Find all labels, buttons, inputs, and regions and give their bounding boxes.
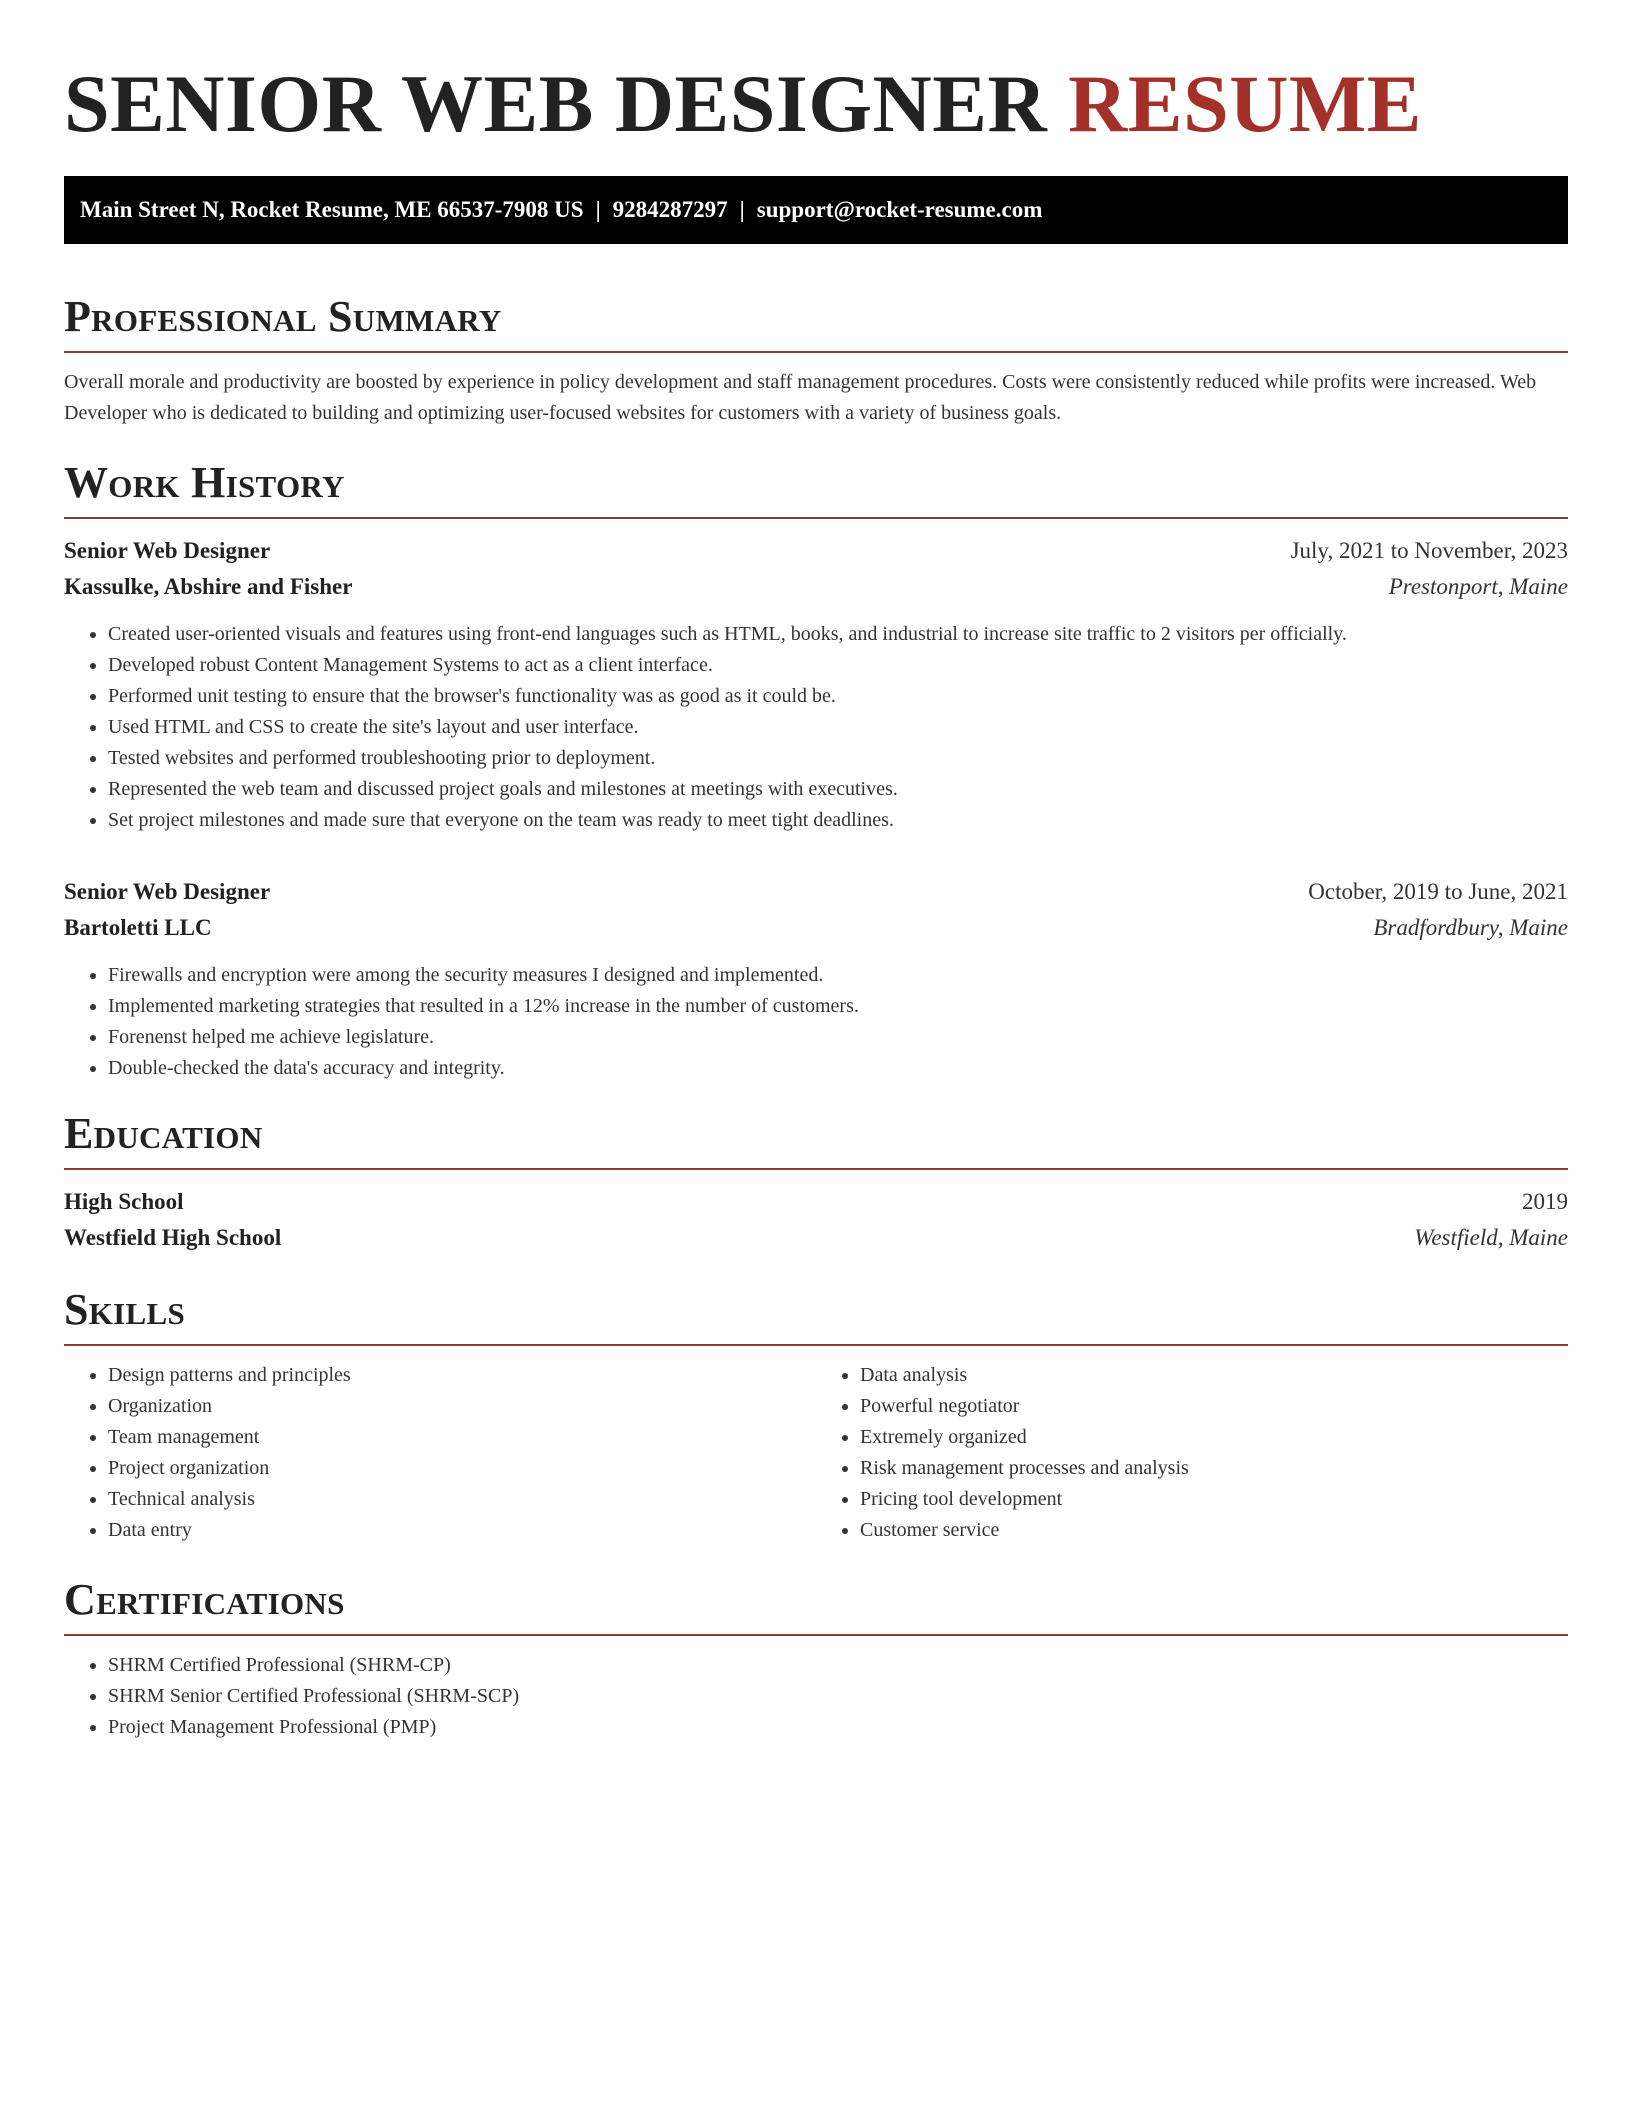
skill-item: • Extremely organized xyxy=(860,1422,1568,1453)
education-entry xyxy=(64,1184,1568,1256)
job-title-row xyxy=(64,533,1568,569)
job-bullet: • Implemented marketing strategies that resulted in a 12% increase in the number of customers. xyxy=(108,991,1568,1022)
skills-list-left xyxy=(64,1360,816,1546)
certifications-section xyxy=(64,1574,1568,1743)
section-divider xyxy=(64,1168,1568,1170)
section-divider xyxy=(64,1634,1568,1636)
resume-title xyxy=(64,0,1568,152)
job-dates: October, 2019 to June, 2021 xyxy=(1308,879,1568,904)
skills-list-right xyxy=(816,1360,1568,1546)
education-degree: High School xyxy=(64,1189,184,1214)
skill-item: • Team management xyxy=(108,1422,816,1453)
section-divider xyxy=(64,351,1568,353)
job-company: Kassulke, Abshire and Fisher xyxy=(64,574,353,599)
job-title-row xyxy=(64,874,1568,910)
job-location: Prestonport, Maine xyxy=(1388,574,1568,599)
skill-item: • Project organization xyxy=(108,1453,816,1484)
contact-email: support@rocket-resume.com xyxy=(756,197,1043,222)
contact-address: Main Street N, Rocket Resume, ME 66537-7908 US xyxy=(80,197,584,222)
skill-item: • Customer service xyxy=(860,1515,1568,1546)
job-bullet: • Performed unit testing to ensure that the browser's functionality was as good as it could be. xyxy=(108,681,1568,712)
skill-item: • Powerful negotiator xyxy=(860,1391,1568,1422)
job-company: Bartoletti LLC xyxy=(64,915,212,940)
job-bullet: • Developed robust Content Management Systems to act as a client interface. xyxy=(108,650,1568,681)
job-bullet: • Set project milestones and made sure that everyone on the team was ready to meet tight deadlines. xyxy=(108,805,1568,836)
certification-item: • Project Management Professional (PMP) xyxy=(108,1712,1568,1743)
education-degree-row xyxy=(64,1184,1568,1220)
section-divider xyxy=(64,517,1568,519)
job-bullets xyxy=(64,619,1568,836)
education-heading: Education xyxy=(64,1109,263,1158)
education-section xyxy=(64,1108,1568,1256)
job-location: Bradfordbury, Maine xyxy=(1373,915,1568,940)
skill-item: • Data analysis xyxy=(860,1360,1568,1391)
skill-item: • Organization xyxy=(108,1391,816,1422)
certifications-list xyxy=(64,1650,1568,1743)
job-entry xyxy=(64,874,1568,1084)
work-history-section xyxy=(64,457,1568,1084)
education-year: 2019 xyxy=(1522,1189,1568,1214)
job-bullet: • Forenenst helped me achieve legislature. xyxy=(108,1022,1568,1053)
summary-section xyxy=(64,291,1568,429)
job-bullet: • Used HTML and CSS to create the site's layout and user interface. xyxy=(108,712,1568,743)
certifications-heading: Certifications xyxy=(64,1575,345,1624)
contact-phone: 9284287297 xyxy=(612,197,728,222)
resume-title-main: SENIOR WEB DESIGNER xyxy=(64,58,1048,149)
job-bullet: • Firewalls and encryption were among the security measures I designed and implemented. xyxy=(108,960,1568,991)
contact-separator: | xyxy=(595,197,601,222)
job-bullet: • Double-checked the data's accuracy and integrity. xyxy=(108,1053,1568,1084)
job-bullets xyxy=(64,960,1568,1084)
summary-text: Overall morale and productivity are boosted by experience in policy development and staff management procedures. Costs were consistently reduced while profits were increased. Web Developer who is dedicated to building and optimizing user-focused websites for customers with a variety of business goals. xyxy=(64,371,1537,424)
resume-title-accent: RESUME xyxy=(1068,58,1422,149)
summary-heading: Professional Summary xyxy=(64,292,502,341)
skill-item: • Risk management processes and analysis xyxy=(860,1453,1568,1484)
job-title: Senior Web Designer xyxy=(64,538,271,563)
work-history-heading: Work History xyxy=(64,458,345,507)
education-school: Westfield High School xyxy=(64,1225,282,1250)
job-entry xyxy=(64,533,1568,836)
contact-bar xyxy=(64,176,1568,244)
skill-item: • Data entry xyxy=(108,1515,816,1546)
job-bullet: • Tested websites and performed troubleshooting prior to deployment. xyxy=(108,743,1568,774)
skill-item: • Design patterns and principles xyxy=(108,1360,816,1391)
job-bullet: • Represented the web team and discussed project goals and milestones at meetings with executives. xyxy=(108,774,1568,805)
education-location: Westfield, Maine xyxy=(1414,1225,1568,1250)
job-title: Senior Web Designer xyxy=(64,879,271,904)
job-company-row xyxy=(64,910,1568,946)
education-school-row xyxy=(64,1220,1568,1256)
skills-heading: Skills xyxy=(64,1285,186,1334)
job-bullet: • Created user-oriented visuals and features using front-end languages such as HTML, books, and industrial to increase site traffic to 2 visitors per officially. xyxy=(108,619,1568,650)
certification-item: • SHRM Senior Certified Professional (SHRM-SCP) xyxy=(108,1681,1568,1712)
skills-grid xyxy=(64,1346,1568,1546)
skills-section xyxy=(64,1284,1568,1546)
job-dates: July, 2021 to November, 2023 xyxy=(1290,538,1568,563)
skill-item: • Pricing tool development xyxy=(860,1484,1568,1515)
certification-item: • SHRM Certified Professional (SHRM-CP) xyxy=(108,1650,1568,1681)
skill-item: • Technical analysis xyxy=(108,1484,816,1515)
contact-separator: | xyxy=(739,197,745,222)
job-company-row xyxy=(64,569,1568,605)
